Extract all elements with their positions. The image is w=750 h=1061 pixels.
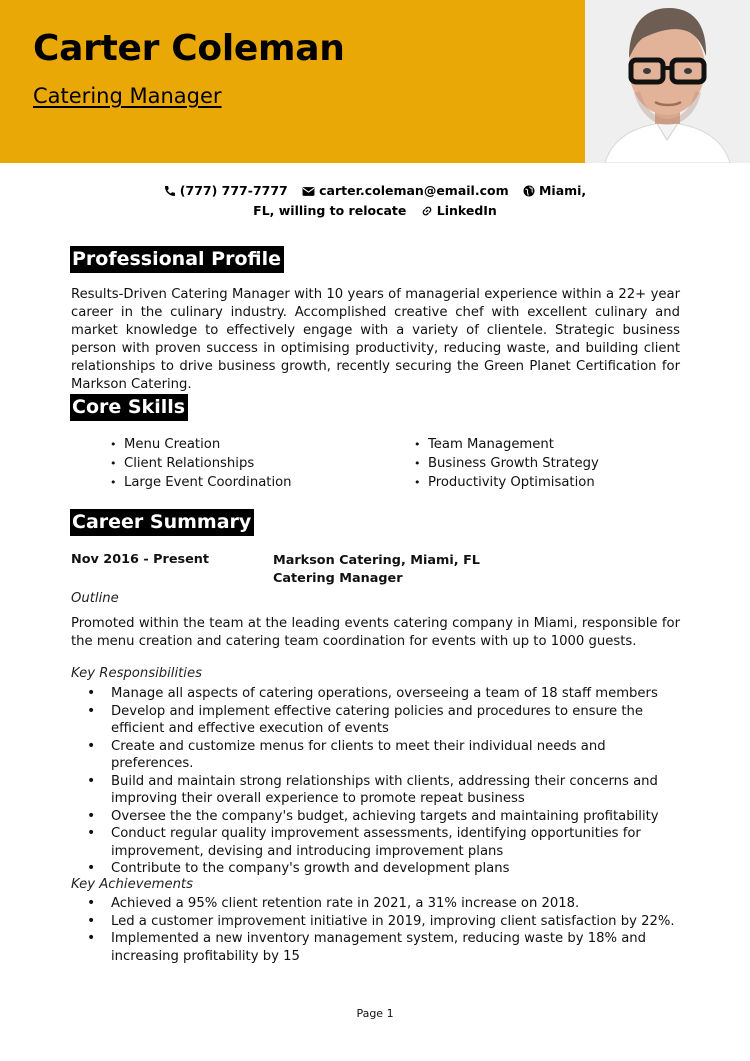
job-company-block: [273, 552, 480, 588]
location-text-1: Miami,: [538, 183, 587, 198]
candidate-name: Carter Coleman: [33, 28, 345, 69]
page-number: Page 1: [356, 1007, 394, 1020]
career-heading: Career Summary: [70, 509, 254, 536]
globe-icon: [523, 185, 535, 197]
skill-item: • Large Event Coordination: [110, 473, 292, 492]
skills-right-column: [414, 435, 599, 492]
phone-item[interactable]: [164, 183, 288, 198]
header-band: [0, 0, 585, 163]
linkedin-text: LinkedIn: [436, 203, 497, 218]
list-item: • Led a customer improvement initiative in 2019, improving client satisfaction by 22%.: [71, 913, 680, 931]
skill-item: • Productivity Optimisation: [414, 473, 599, 492]
skill-item: • Business Growth Strategy: [414, 454, 599, 473]
phone-text: (777) 777-7777: [179, 183, 288, 198]
list-item: • Contribute to the company's growth and development plans: [71, 860, 680, 878]
list-item: • Develop and implement effective catering policies and procedures to ensure the efficient and effective execution of events: [71, 703, 680, 738]
list-item: • Build and maintain strong relationships with clients, addressing their concerns and improving their overall experience to promote repeat business: [71, 773, 680, 808]
job-title: Catering Manager: [33, 84, 222, 108]
list-item: • Manage all aspects of catering operations, overseeing a team of 18 staff members: [71, 685, 680, 703]
profile-photo-image: [585, 0, 750, 163]
link-icon: [421, 205, 433, 217]
job-company: Markson Catering, Miami, FL: [273, 553, 480, 568]
list-item: • Implemented a new inventory management system, reducing waste by 18% and increasing profitability by 15: [71, 930, 680, 965]
profile-heading: Professional Profile: [70, 246, 284, 273]
list-item: • Oversee the the company's budget, achieving targets and maintaining profitability: [71, 808, 680, 826]
skill-item: • Client Relationships: [110, 454, 292, 473]
profile-text: Results-Driven Catering Manager with 10 years of managerial experience within a 22+ year career in the culinary industry. Accomplished creative chef with excellent culinary and market knowledge to effectively engage with a variety of clientele. Strategic business person with proven success in optimising productivity, reducing waste, and building client relationships to drive business growth, recently securing the Green Planet Certification for Markson Catering.: [71, 287, 680, 392]
responsibilities-list: [71, 685, 680, 878]
skills-heading: Core Skills: [70, 394, 188, 421]
location-item: [523, 183, 586, 198]
achievements-list: [71, 895, 680, 965]
email-icon: [302, 186, 315, 197]
list-item: • Create and customize menus for clients to meet their individual needs and preferences.: [71, 738, 680, 773]
job-date: Nov 2016 - Present: [71, 552, 210, 567]
contact-line-2: [0, 203, 750, 218]
skill-item: • Menu Creation: [110, 435, 292, 454]
responsibilities-label: Key Responsibilities: [71, 666, 202, 681]
list-item: • Achieved a 95% client retention rate in 2021, a 31% increase on 2018.: [71, 895, 680, 913]
linkedin-item[interactable]: [421, 203, 497, 218]
list-item: • Conduct regular quality improvement assessments, identifying opportunities for improvement, devising and introducing improvement plans: [71, 825, 680, 860]
email-text: carter.coleman@email.com: [319, 183, 509, 198]
profile-photo: [585, 0, 750, 163]
skills-left-column: [110, 435, 292, 492]
outline-text: Promoted within the team at the leading events catering company in Miami, responsible for the menu creation and catering team coordination for events with up to 1000 guests.: [71, 616, 680, 649]
email-item[interactable]: [302, 183, 509, 198]
contact-line-1: [0, 183, 750, 198]
outline-label: Outline: [71, 591, 119, 606]
location-text-2: FL, willing to relocate: [253, 203, 407, 218]
skill-item: • Team Management: [414, 435, 599, 454]
phone-icon: [164, 185, 176, 197]
job-role: Catering Manager: [273, 571, 403, 586]
achievements-label: Key Achievements: [71, 877, 193, 892]
